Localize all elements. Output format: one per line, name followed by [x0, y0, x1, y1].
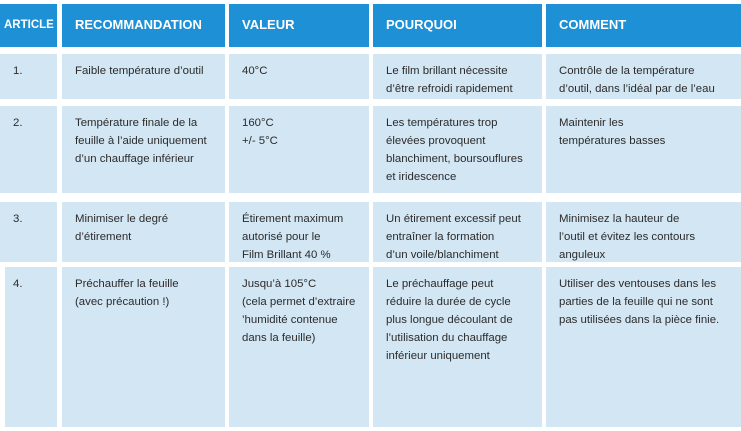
cell-text-line: Le préchauffage peut [386, 278, 494, 290]
cell-text-line: Préchauffer la feuille [75, 278, 179, 290]
row-2-article [0, 106, 57, 193]
cell-text-line: Jusqu’à 105°C [242, 278, 317, 290]
cell-text-line: blanchiment, boursouflures [386, 153, 523, 165]
cell-text-line: élevées provoquent [386, 135, 486, 147]
cell-text-line: (cela permet d’extraire [242, 296, 356, 308]
cell-text-line: d’étirement [75, 231, 132, 243]
cell-text-line: d’un chauffage inférieur [75, 153, 194, 165]
row-4-recommandation [62, 267, 225, 427]
row-4-valeur [229, 267, 369, 427]
cell-text-line: pas utilisées dans la pièce finie. [559, 314, 720, 326]
cell-text-line: Contrôle de la température [559, 65, 695, 77]
row-3-recommandation [62, 202, 225, 262]
cell-text-line: +/- 5°C [242, 135, 278, 147]
header-valeur: VALEUR [229, 4, 369, 47]
cell-text-line: Film Brillant 40 % [242, 249, 331, 261]
cell-text-line: et iridescence [386, 171, 457, 183]
cell-text-line: inférieur uniquement [386, 350, 490, 362]
cell-text-line: Un étirement excessif peut [386, 213, 521, 225]
row-4-article [5, 267, 57, 427]
cell-text-line: températures basses [559, 135, 666, 147]
row-1-pourquoi [373, 54, 542, 99]
cell-text-line: Minimiser le degré [75, 213, 169, 225]
cell-text-line: parties de la feuille qui ne sont [559, 296, 713, 308]
cell-text-line: 40°C [242, 65, 268, 77]
cell-text-line: ’humidité contenue [242, 314, 338, 326]
cell-text-line: autorisé pour le [242, 231, 321, 243]
header-comment: COMMENT [546, 4, 741, 47]
cell-text-line: d’être refroidi rapidement [386, 83, 513, 95]
cell-text-line: 1. [13, 65, 23, 77]
row-1-recommandation [62, 54, 225, 99]
row-2-pourquoi [373, 106, 542, 193]
cell-text-line: d’outil, dans l’idéal par de l’eau [559, 83, 715, 95]
cell-text-line: (avec précaution !) [75, 296, 170, 308]
row-2-valeur [229, 106, 369, 193]
row-2-comment [546, 106, 741, 193]
row-1-article [0, 54, 57, 99]
cell-text-line: l’utilisation du chauffage [386, 332, 508, 344]
row-3-comment [546, 202, 741, 262]
cell-text-line: dans la feuille) [242, 332, 316, 344]
cell-text-line: réduire la durée de cycle [386, 296, 511, 308]
row-1-comment [546, 54, 741, 99]
cell-text-line: d’un voile/blanchiment [386, 249, 499, 261]
cell-text-line: 160°C [242, 117, 274, 129]
row-4-comment [546, 267, 741, 427]
cell-text-line: Maintenir les [559, 117, 624, 129]
cell-text-line: l’outil et évitez les contours [559, 231, 696, 243]
row-4-pourquoi [373, 267, 542, 427]
cell-text-line: feuille à l’aide uniquement [75, 135, 207, 147]
header-recommandation: RECOMMANDATION [62, 4, 225, 47]
cell-text-line: 2. [13, 117, 23, 129]
cell-text-line: Faible température d’outil [75, 65, 204, 77]
row-2-recommandation [62, 106, 225, 193]
header-pourquoi: POURQUOI [373, 4, 542, 47]
cell-text-line: 4. [13, 278, 23, 290]
cell-text-line: plus longue découlant de [386, 314, 513, 326]
cell-text-line: Le film brillant nécessite [386, 65, 508, 77]
cell-text-line: Les températures trop [386, 117, 498, 129]
row-3-pourquoi [373, 202, 542, 262]
row-3-article [0, 202, 57, 262]
cell-text-line: anguleux [559, 249, 606, 261]
cell-text-line: Minimisez la hauteur de [559, 213, 680, 225]
cell-text-line: Étirement maximum [242, 213, 344, 225]
header-article: ARTICLE [0, 4, 57, 47]
cell-text-line: Température finale de la [75, 117, 198, 129]
row-1-valeur [229, 54, 369, 99]
cell-text-line: Utiliser des ventouses dans les [559, 278, 717, 290]
row-3-valeur [229, 202, 369, 262]
cell-text-line: 3. [13, 213, 23, 225]
cell-text-line: entraîner la formation [386, 231, 495, 243]
